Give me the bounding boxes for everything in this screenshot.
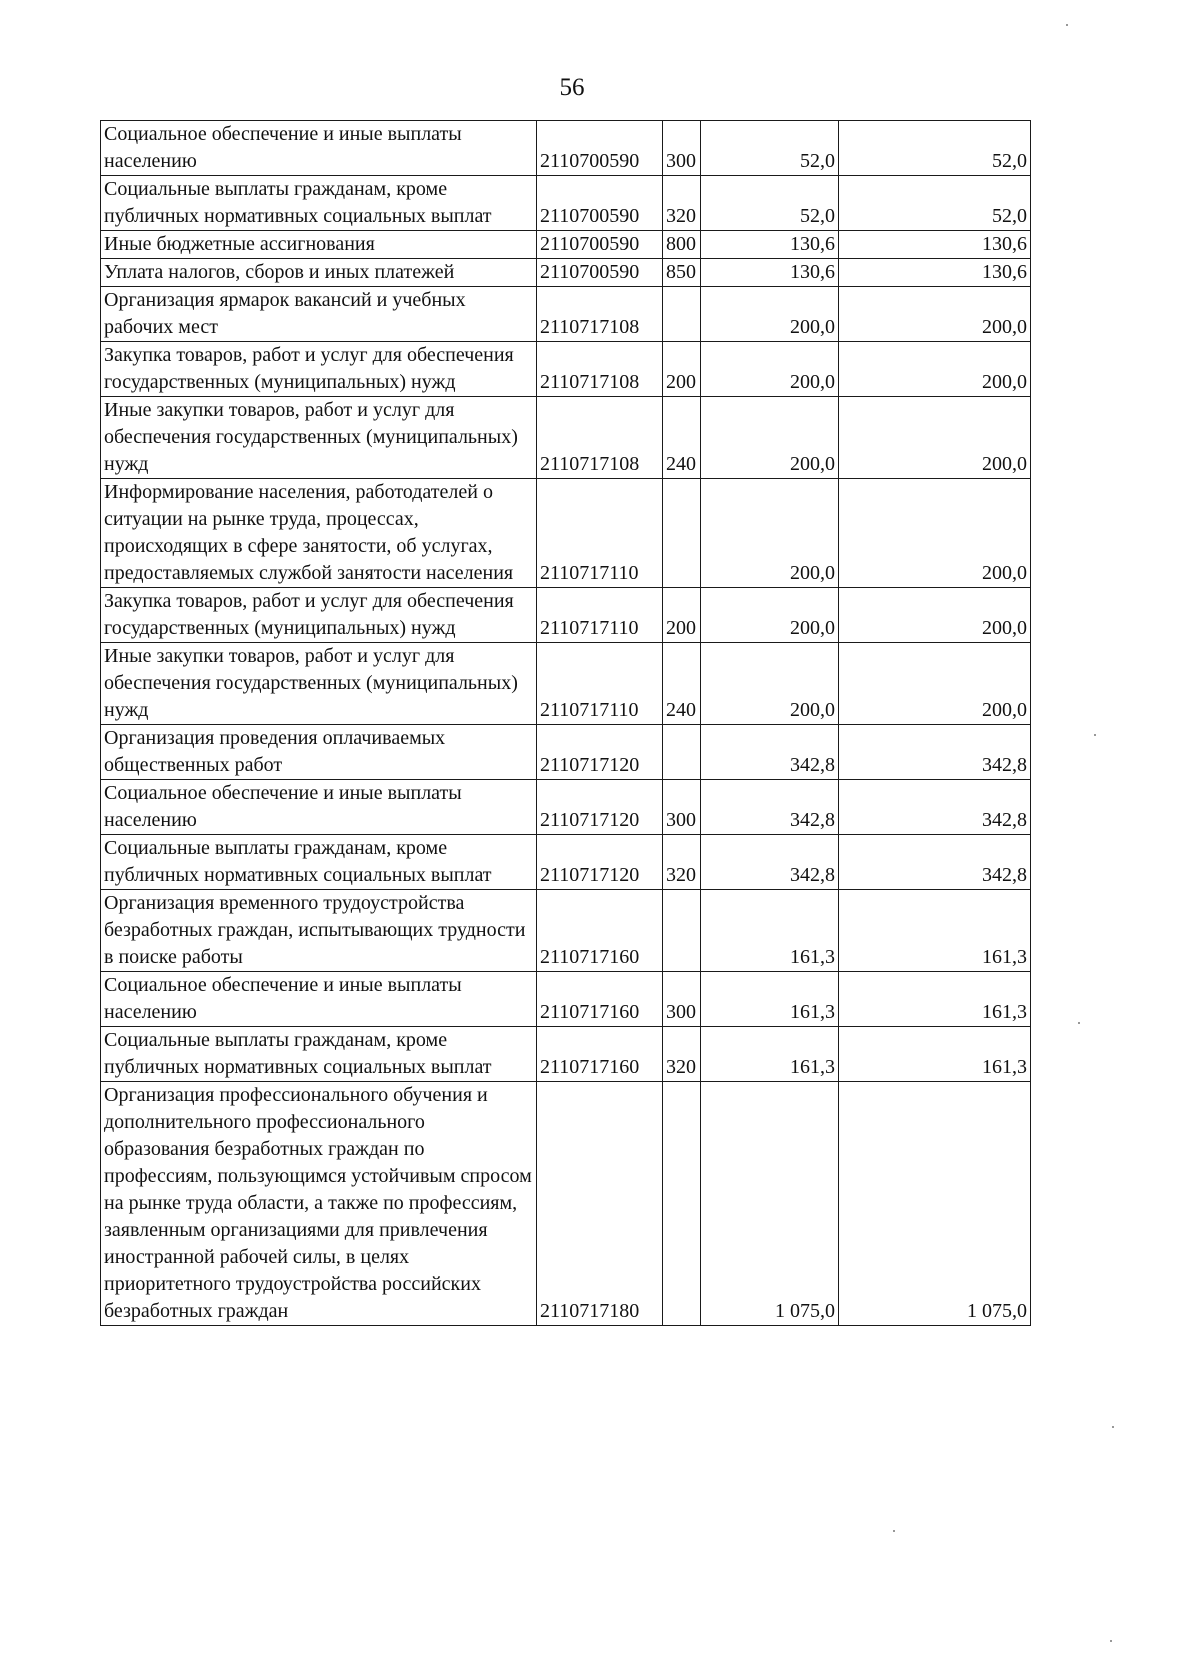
row-sum-cell: 342,8 [701,780,839,835]
scan-speck [1078,1022,1080,1024]
table-row [101,1082,1031,1326]
table-row [101,287,1031,342]
row-name-cell: Иные закупки товаров, работ и услуг для обеспечения государственных (муниципальных) нужд [101,643,537,725]
row-sum-cell: 161,3 [701,972,839,1027]
table-row [101,479,1031,588]
row-sum-cell: 342,8 [701,835,839,890]
row-name-cell: Иные бюджетные ассигнования [101,231,537,259]
row-code-cell: 2110700590 [537,259,663,287]
row-sum-cell: 200,0 [701,397,839,479]
row-sum-cell: 130,6 [701,259,839,287]
row-sum-cell: 200,0 [839,588,1031,643]
row-name-cell: Иные закупки товаров, работ и услуг для обеспечения государственных (муниципальных) нужд [101,397,537,479]
scan-speck [1094,734,1096,736]
row-name-cell: Закупка товаров, работ и услуг для обеспечения государственных (муниципальных) нужд [101,342,537,397]
row-sum-cell: 200,0 [701,342,839,397]
table-row [101,643,1031,725]
scan-speck [893,1530,895,1532]
row-name-cell: Организация проведения оплачиваемых общественных работ [101,725,537,780]
row-name-cell: Социальные выплаты гражданам, кроме публичных нормативных социальных выплат [101,1027,537,1082]
row-type-cell: 850 [663,259,701,287]
row-type-cell [663,725,701,780]
table-row [101,972,1031,1027]
row-type-cell: 240 [663,397,701,479]
row-sum-cell: 200,0 [839,643,1031,725]
table-row [101,259,1031,287]
row-code-cell: 2110717108 [537,397,663,479]
row-sum-cell: 200,0 [839,342,1031,397]
row-type-cell [663,1082,701,1326]
row-code-cell: 2110700590 [537,121,663,176]
row-name-cell: Социальное обеспечение и иные выплаты населению [101,972,537,1027]
row-sum-cell: 200,0 [839,287,1031,342]
row-sum-cell: 342,8 [839,780,1031,835]
scan-speck [1066,24,1068,26]
row-sum-cell: 52,0 [701,176,839,231]
row-type-cell: 300 [663,972,701,1027]
row-sum-cell: 342,8 [839,835,1031,890]
row-type-cell: 200 [663,342,701,397]
row-type-cell: 320 [663,835,701,890]
row-type-cell: 800 [663,231,701,259]
row-sum-cell: 52,0 [839,121,1031,176]
row-name-cell: Организация ярмарок вакансий и учебных рабочих мест [101,287,537,342]
table-row [101,397,1031,479]
row-type-cell: 240 [663,643,701,725]
row-type-cell: 320 [663,1027,701,1082]
row-type-cell [663,890,701,972]
row-type-cell [663,287,701,342]
row-name-cell: Социальные выплаты гражданам, кроме публичных нормативных социальных выплат [101,835,537,890]
row-sum-cell: 1 075,0 [839,1082,1031,1326]
row-code-cell: 2110717110 [537,588,663,643]
row-name-cell: Организация временного трудоустройства безработных граждан, испытывающих трудности в поиске работы [101,890,537,972]
row-sum-cell: 161,3 [839,1027,1031,1082]
row-sum-cell: 342,8 [839,725,1031,780]
row-sum-cell: 200,0 [839,397,1031,479]
row-code-cell: 2110717108 [537,287,663,342]
row-type-cell: 300 [663,780,701,835]
row-code-cell: 2110717160 [537,972,663,1027]
row-sum-cell: 200,0 [701,588,839,643]
table-row [101,588,1031,643]
row-code-cell: 2110717120 [537,780,663,835]
row-sum-cell: 200,0 [701,287,839,342]
row-sum-cell: 130,6 [839,231,1031,259]
row-code-cell: 2110717110 [537,643,663,725]
row-sum-cell: 1 075,0 [701,1082,839,1326]
table-row [101,890,1031,972]
row-name-cell: Социальное обеспечение и иные выплаты населению [101,780,537,835]
row-sum-cell: 200,0 [701,643,839,725]
row-code-cell: 2110717120 [537,725,663,780]
table-row [101,121,1031,176]
row-code-cell: 2110717160 [537,890,663,972]
row-name-cell: Информирование населения, работодателей о ситуации на рынке труда, процессах, происходящих в сфере занятости, об услугах, предоставляемых службой занятости населения [101,479,537,588]
row-sum-cell: 130,6 [701,231,839,259]
table-row [101,176,1031,231]
row-sum-cell: 52,0 [701,121,839,176]
row-code-cell: 2110717160 [537,1027,663,1082]
row-name-cell: Закупка товаров, работ и услуг для обеспечения государственных (муниципальных) нужд [101,588,537,643]
row-type-cell [663,479,701,588]
row-sum-cell: 161,3 [701,1027,839,1082]
row-code-cell: 2110717110 [537,479,663,588]
budget-table [100,120,1031,1326]
row-sum-cell: 200,0 [839,479,1031,588]
row-type-cell: 300 [663,121,701,176]
table-row [101,342,1031,397]
page-number: 56 [559,74,585,101]
row-type-cell: 320 [663,176,701,231]
row-sum-cell: 161,3 [701,890,839,972]
table-row [101,780,1031,835]
scan-speck [1110,1640,1112,1642]
row-sum-cell: 52,0 [839,176,1031,231]
row-name-cell: Уплата налогов, сборов и иных платежей [101,259,537,287]
row-name-cell: Организация профессионального обучения и дополнительного профессионального образования безработных граждан по профессиям, пользующимся устойчивым спросом на рынке труда области, а также по профессиям, заявленным организациями для привлечения иностранной рабочей силы, в целях приоритетного трудоустройства российских безработных граждан [101,1082,537,1326]
row-sum-cell: 342,8 [701,725,839,780]
row-code-cell: 2110700590 [537,231,663,259]
row-code-cell: 2110700590 [537,176,663,231]
row-sum-cell: 161,3 [839,972,1031,1027]
table-row [101,1027,1031,1082]
row-code-cell: 2110717180 [537,1082,663,1326]
row-name-cell: Социальное обеспечение и иные выплаты населению [101,121,537,176]
scan-speck [1112,1426,1114,1428]
table-row [101,725,1031,780]
row-code-cell: 2110717108 [537,342,663,397]
row-name-cell: Социальные выплаты гражданам, кроме публичных нормативных социальных выплат [101,176,537,231]
budget-table-body [101,121,1031,1326]
table-row [101,835,1031,890]
row-sum-cell: 200,0 [701,479,839,588]
row-code-cell: 2110717120 [537,835,663,890]
row-type-cell: 200 [663,588,701,643]
row-sum-cell: 161,3 [839,890,1031,972]
table-row [101,231,1031,259]
row-sum-cell: 130,6 [839,259,1031,287]
